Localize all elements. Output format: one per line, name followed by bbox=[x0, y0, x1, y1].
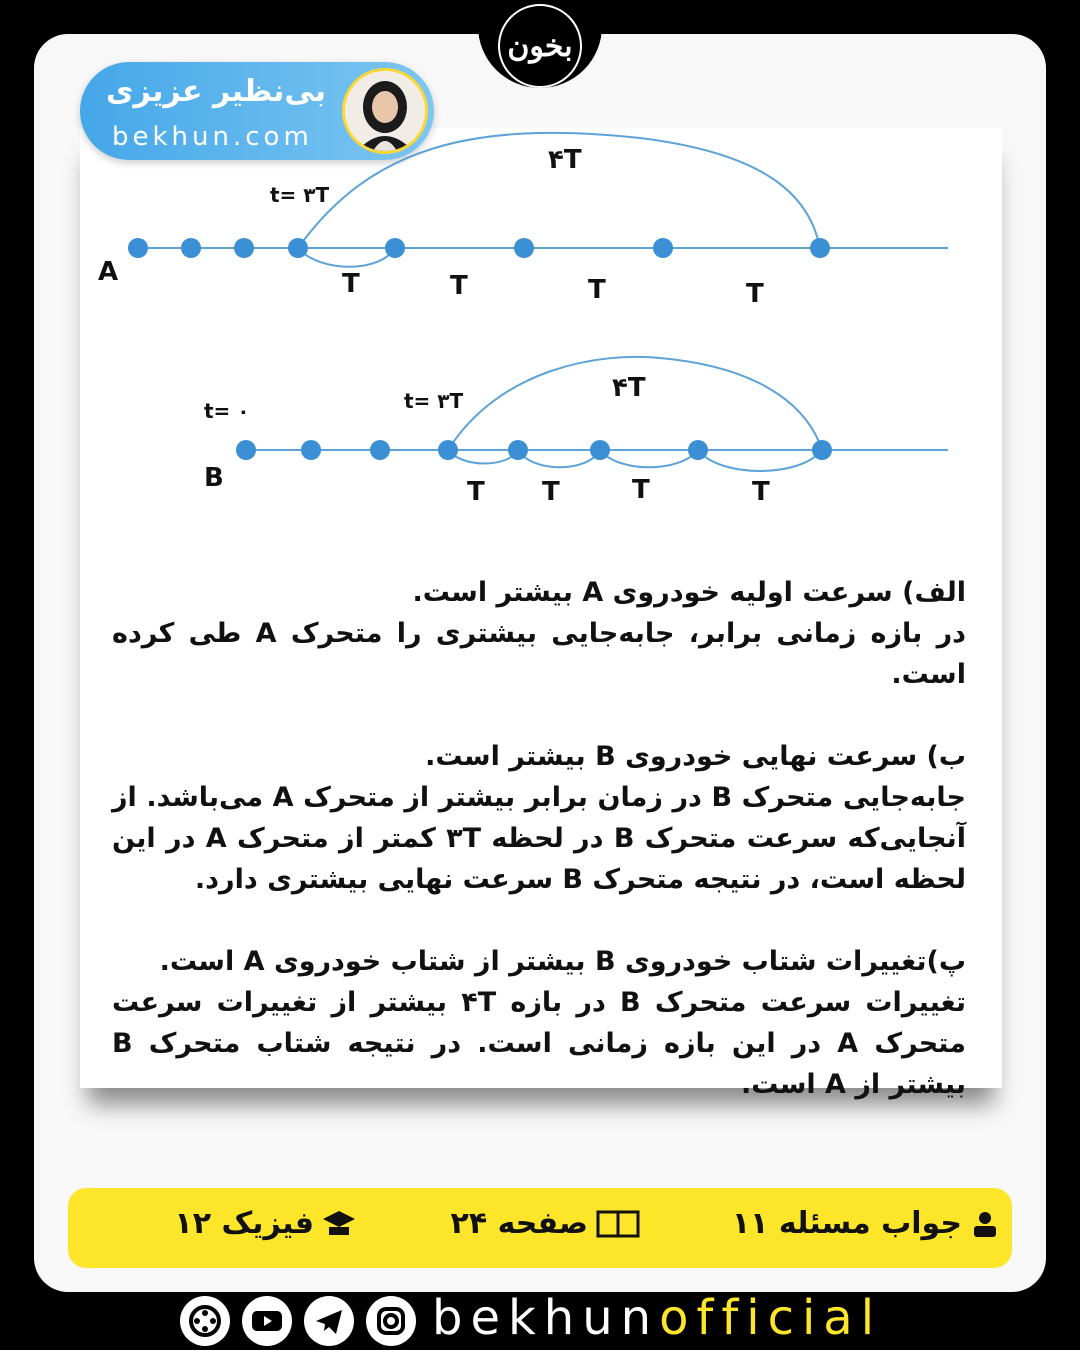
answer-text bbox=[112, 572, 966, 1146]
label-b-T: T bbox=[632, 475, 650, 505]
label-b: B bbox=[204, 463, 224, 493]
paragraph-pe bbox=[112, 941, 966, 1105]
alef-body: در بازه زمانی برابر، جابه‌جایی بیشتری را متحرک A طی کرده است. bbox=[112, 618, 967, 690]
label-b-t3: t= ۳T bbox=[404, 389, 464, 413]
social-footer bbox=[180, 1290, 900, 1350]
telegram-icon[interactable] bbox=[304, 1296, 354, 1346]
info-bar bbox=[68, 1188, 1012, 1268]
label-a-T: T bbox=[450, 271, 468, 301]
motion-diagram bbox=[80, 128, 1002, 568]
paragraph-be bbox=[112, 736, 966, 900]
paragraph-alef bbox=[112, 572, 966, 695]
be-heading: ب) سرعت نهایی خودروی B بیشتر است. bbox=[425, 741, 966, 772]
label-b-t0: t= ۰ bbox=[204, 399, 250, 423]
label-b-4t: ۴T bbox=[612, 373, 646, 403]
label-b-T: T bbox=[542, 477, 560, 507]
graduation-cap-icon bbox=[322, 1209, 356, 1239]
brand-handle: bekhunofficial bbox=[432, 1290, 883, 1346]
author-site: bekhun.com bbox=[112, 122, 313, 152]
book-icon bbox=[596, 1209, 640, 1239]
instagram-icon[interactable] bbox=[366, 1296, 416, 1346]
label-a: A bbox=[98, 257, 119, 287]
track-a-dot bbox=[810, 238, 830, 258]
track-b-dot bbox=[688, 440, 708, 460]
be-body: جابه‌جایی متحرک B در زمان برابر بیشتر از متحرک A می‌باشد. از آنجایی‌که سرعت متحرک B در لحظه ۳T کمتر از متحرک A در این لحظه است، در نتیجه متحرک B سرعت نهایی بیشتری دارد. bbox=[112, 782, 967, 895]
track-a-dot bbox=[234, 238, 254, 258]
track-a-dot bbox=[514, 238, 534, 258]
label-a-T: T bbox=[588, 275, 606, 305]
label-a-4t: ۴T bbox=[548, 145, 582, 175]
track-b-dot bbox=[370, 440, 390, 460]
book-label: فیزیک ۱۲ bbox=[174, 1206, 356, 1241]
reel-icon[interactable] bbox=[180, 1296, 230, 1346]
bekhun-logo: بخون bbox=[498, 4, 582, 88]
track-b-arc-t bbox=[518, 450, 600, 467]
author-name: بی‌نظیر عزیزی bbox=[105, 74, 326, 109]
track-b-arc-t bbox=[600, 450, 698, 467]
track-a-arc-t bbox=[298, 248, 395, 267]
pe-heading: پ)تغییرات شتاب خودروی B بیشتر از شتاب خودروی A است. bbox=[159, 946, 966, 977]
track-b-dot bbox=[236, 440, 256, 460]
track-a-dot bbox=[288, 238, 308, 258]
youtube-icon[interactable] bbox=[242, 1296, 292, 1346]
track-a-dot bbox=[653, 238, 673, 258]
page-label: صفحه ۲۴ bbox=[451, 1206, 640, 1241]
track-b-dot bbox=[508, 440, 528, 460]
track-b-arc-4t bbox=[448, 357, 822, 450]
track-a-dot bbox=[385, 238, 405, 258]
alef-heading: الف) سرعت اولیه خودروی A بیشتر است. bbox=[412, 577, 966, 608]
label-a-T: T bbox=[746, 279, 764, 309]
track-a-dot bbox=[181, 238, 201, 258]
label-b-T: T bbox=[752, 477, 770, 507]
track-a-dot bbox=[128, 238, 148, 258]
answer-label: جواب مسئله ۱۱ bbox=[732, 1206, 1000, 1241]
track-b-dot bbox=[812, 440, 832, 460]
track-b-arc-t bbox=[448, 450, 518, 464]
label-b-T: T bbox=[467, 477, 485, 507]
track-b-dot bbox=[590, 440, 610, 460]
track-b-dot bbox=[301, 440, 321, 460]
label-a-t3: t= ۳T bbox=[270, 183, 330, 207]
track-b-arc-t bbox=[698, 450, 822, 471]
label-a-T: T bbox=[342, 269, 360, 299]
track-b-dot bbox=[438, 440, 458, 460]
pe-body: تغییرات سرعت متحرک B در بازه ۴T بیشتر از تغییرات سرعت متحرک A در این بازه زمانی است. در نتیجه شتاب متحرک B بیشتر از A است. bbox=[112, 987, 967, 1100]
teacher-icon bbox=[970, 1209, 1000, 1239]
